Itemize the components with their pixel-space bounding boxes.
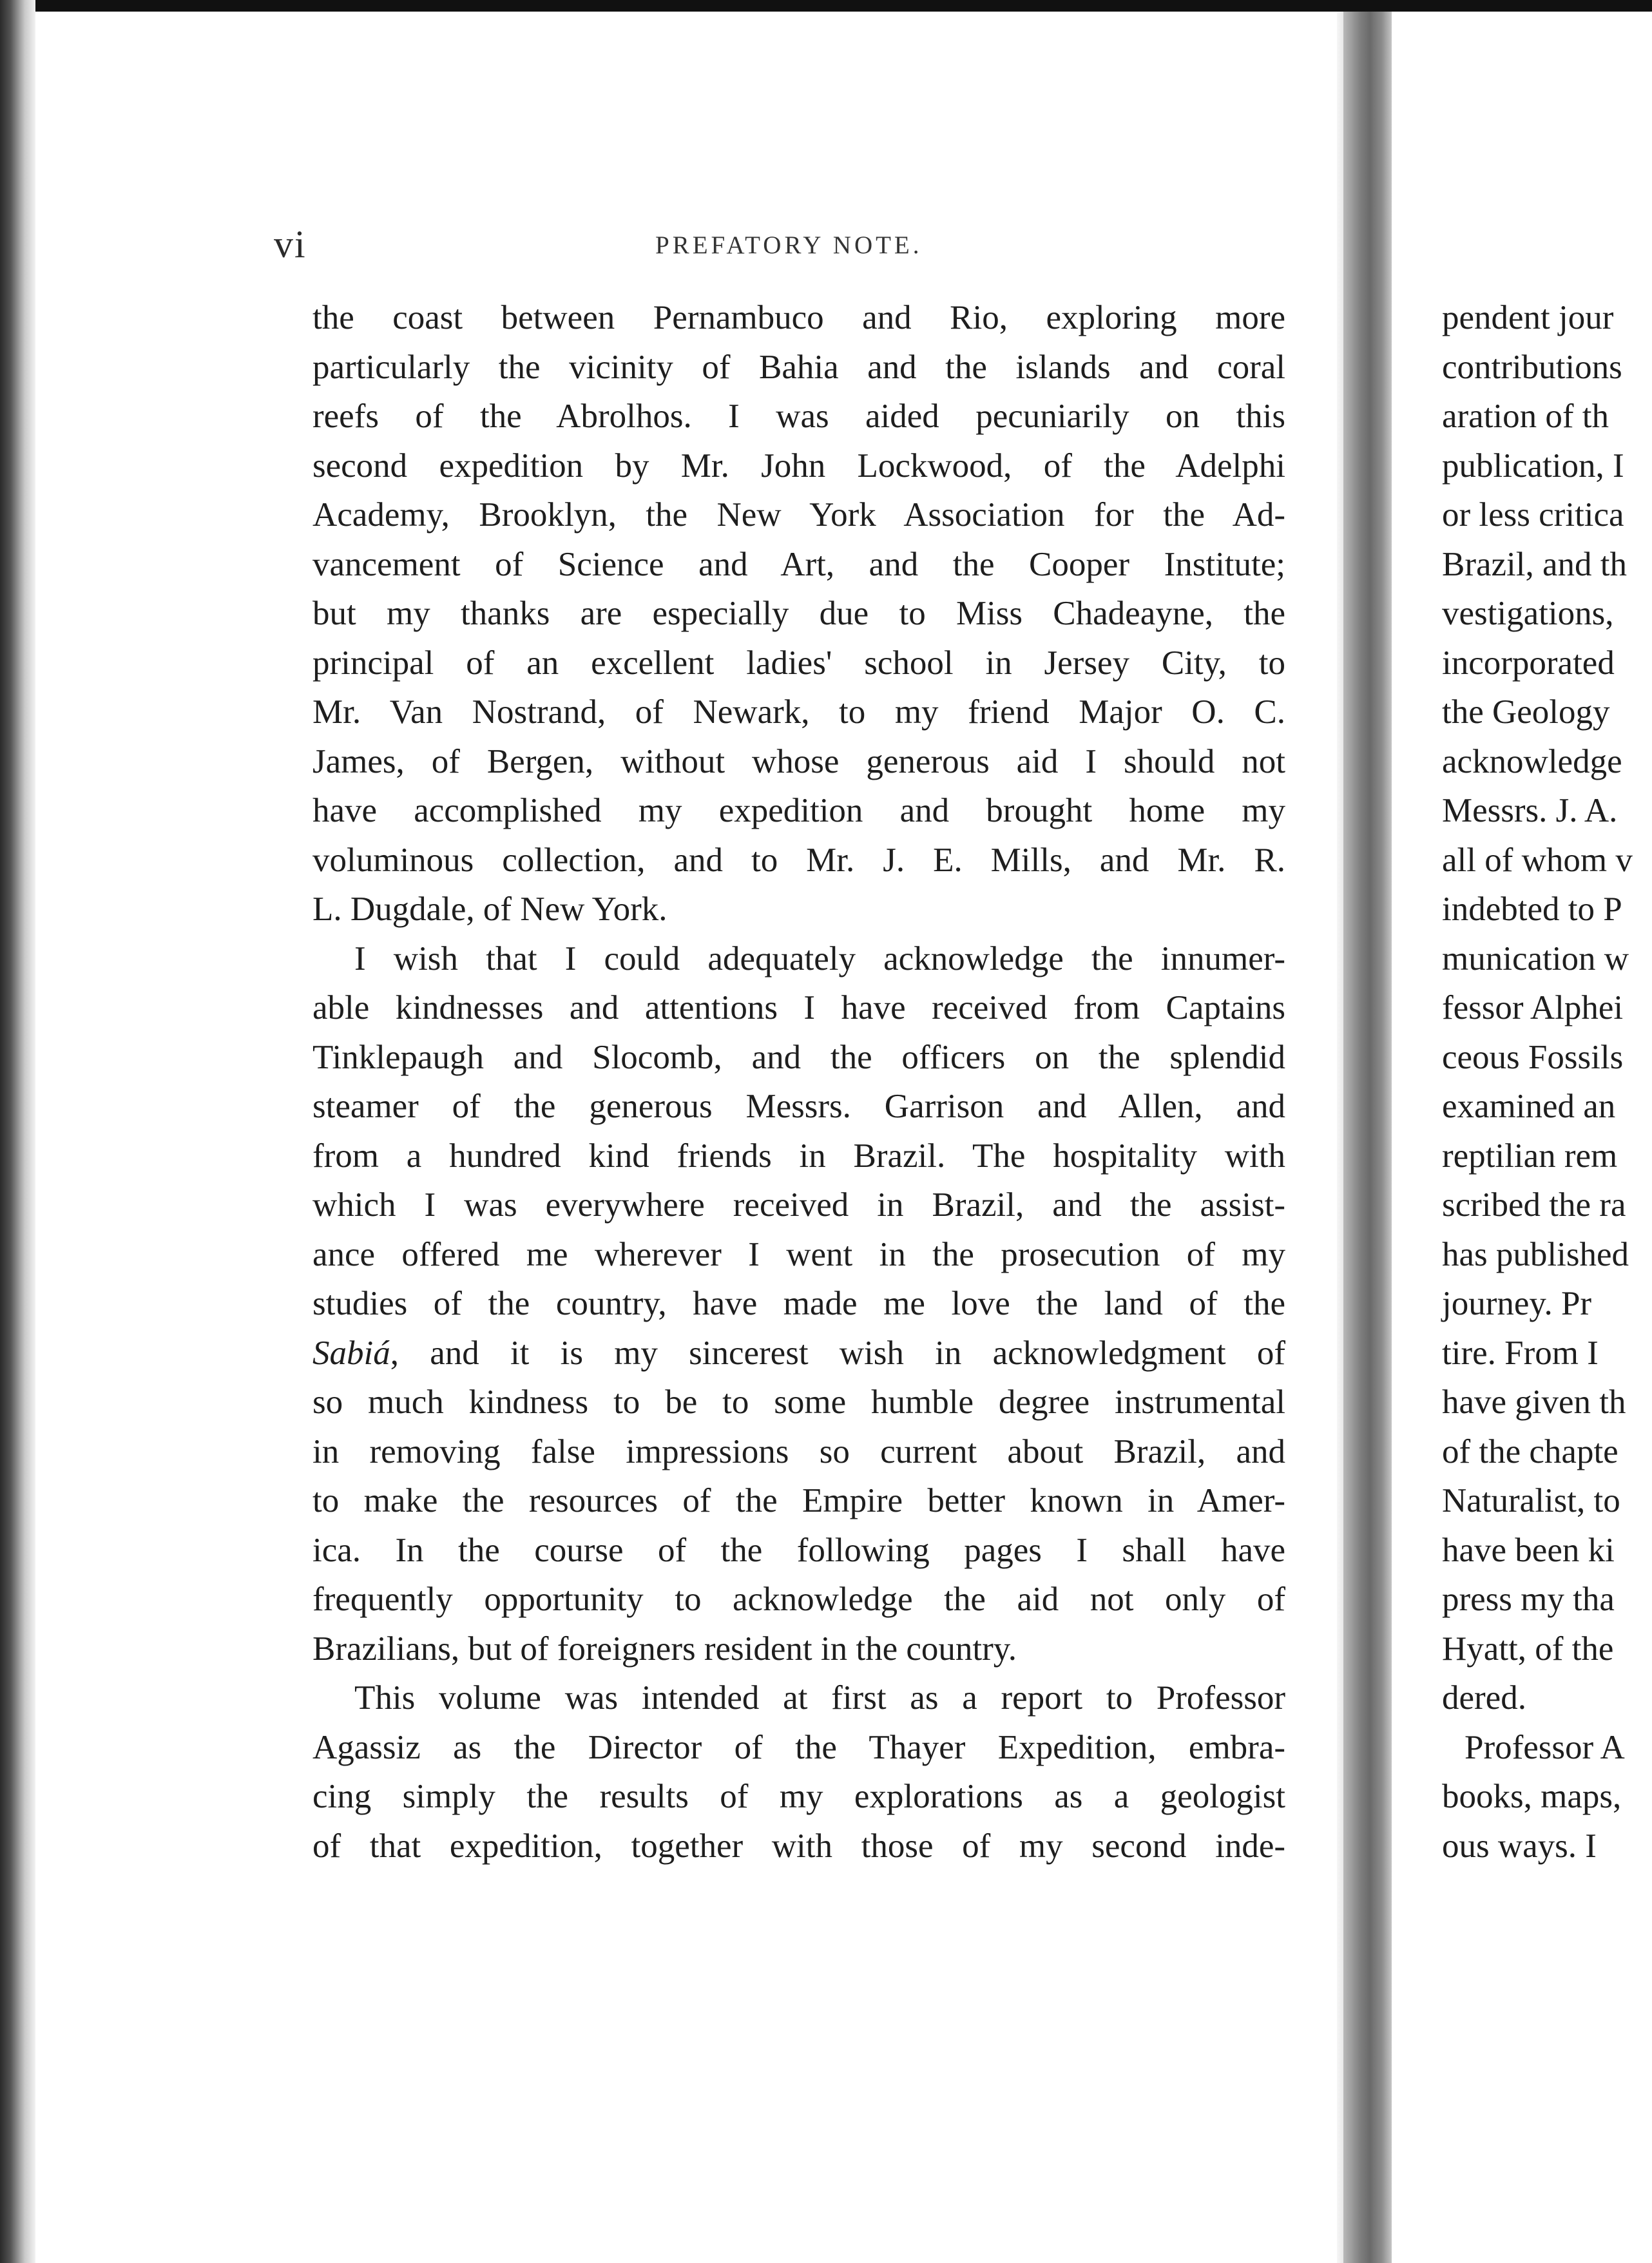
text-line: voluminous collection, and to Mr. J. E. Mills, and Mr. R. (312, 841, 1285, 879)
text-line: the Geology (1442, 693, 1610, 731)
text-fragment: , and it is my sincerest wish in acknowledgment of (390, 1334, 1285, 1372)
running-head: PREFATORY NOTE. (655, 231, 923, 259)
text-line: ceous Fossils (1442, 1038, 1624, 1076)
text-line: pendent jour (1442, 299, 1614, 336)
text-line: tire. From I (1442, 1334, 1599, 1372)
text-line: books, maps, (1442, 1778, 1622, 1815)
scan-top-edge (0, 0, 1652, 12)
text-line: Academy, Brooklyn, the New York Association for the Ad- (312, 496, 1285, 534)
text-line: Messrs. J. A. (1442, 792, 1618, 829)
text-line: fessor Alphei (1442, 989, 1624, 1026)
text-line: This volume was intended at first as a report to Professor (354, 1679, 1285, 1717)
text-line: to make the resources of the Empire better known in Amer- (312, 1482, 1285, 1519)
text-line: Brazilians, but of foreigners resident in the country. (312, 1630, 1017, 1668)
text-line: contributions (1442, 348, 1622, 386)
book-gutter-fold (1343, 12, 1392, 2263)
text-line: journey. Pr (1442, 1285, 1592, 1322)
text-line: Professor A (1465, 1728, 1625, 1766)
text-line: or less critica (1442, 496, 1624, 534)
text-line: Agassiz as the Director of the Thayer Expedition, embra- (312, 1728, 1285, 1766)
text-line: so much kindness to be to some humble degree instrumental (312, 1383, 1285, 1421)
text-line: vancement of Science and Art, and the Cooper Institute; (312, 545, 1285, 583)
text-line: in removing false impressions so current about Brazil, and (312, 1432, 1285, 1470)
text-line: has published (1442, 1235, 1629, 1273)
text-line: reptilian rem (1442, 1137, 1618, 1175)
text-line: vestigations, (1442, 595, 1614, 632)
text-line: of that expedition, together with those of my second inde- (312, 1827, 1285, 1865)
text-line: which I was everywhere received in Brazil, and the assist- (312, 1186, 1285, 1224)
text-line: ance offered me wherever I went in the prosecution of my (312, 1235, 1285, 1273)
text-line: Brazil, and th (1442, 545, 1627, 583)
text-line: acknowledge (1442, 742, 1622, 780)
text-line: steamer of the generous Messrs. Garrison and Allen, and (312, 1088, 1285, 1125)
text-line: aration of th (1442, 398, 1609, 435)
scan-left-shadow (0, 0, 35, 2263)
page-number: vi (274, 223, 307, 265)
text-line: Mr. Van Nostrand, of Newark, to my friend Major O. C. (312, 693, 1285, 731)
text-line: James, of Bergen, without whose generous aid I should not (312, 742, 1285, 780)
text-line: press my tha (1442, 1581, 1615, 1618)
text-line: able kindnesses and attentions I have received from Captains (312, 989, 1285, 1026)
text-line: reefs of the Abrolhos. I was aided pecuniarily on this (312, 398, 1285, 435)
text-line: L. Dugdale, of New York. (312, 891, 668, 928)
text-line: particularly the vicinity of Bahia and the islands and coral (312, 348, 1285, 386)
text-line: have accomplished my expedition and brought home my (312, 792, 1285, 829)
text-line: incorporated (1442, 644, 1615, 682)
text-line: have given th (1442, 1383, 1626, 1421)
text-line: of the chapte (1442, 1432, 1618, 1470)
text-line: but my thanks are especially due to Miss Chadeayne, the (312, 595, 1285, 632)
text-line: publication, I (1442, 447, 1624, 485)
left-page-body (312, 293, 1285, 1871)
text-line: from a hundred kind friends in Brazil. The hospitality with (312, 1137, 1285, 1175)
text-line: munication w (1442, 939, 1629, 977)
text-line: indebted to P (1442, 891, 1622, 928)
text-line-with-italic (312, 1329, 1285, 1378)
text-line: the coast between Pernambuco and Rio, exploring more (312, 299, 1285, 336)
text-line: dered. (1442, 1679, 1526, 1717)
text-line: all of whom v (1442, 841, 1633, 879)
italic-word: Sabiá (312, 1334, 390, 1372)
text-line: cing simply the results of my explorations as a geologist (312, 1778, 1285, 1815)
text-line: studies of the country, have made me love the land of the (312, 1285, 1285, 1322)
text-line: I wish that I could adequately acknowledge the innumer- (354, 939, 1285, 977)
text-line: have been ki (1442, 1531, 1615, 1569)
text-line: scribed the ra (1442, 1186, 1626, 1224)
right-page-body (1442, 293, 1652, 1871)
text-line: principal of an excellent ladies' school in Jersey City, to (312, 644, 1285, 682)
text-line: ica. In the course of the following pages I shall have (312, 1531, 1285, 1569)
text-line: Naturalist, to (1442, 1482, 1620, 1519)
text-line: second expedition by Mr. John Lockwood, of the Adelphi (312, 447, 1285, 485)
text-line: Hyatt, of the (1442, 1630, 1614, 1668)
text-line: frequently opportunity to acknowledge the aid not only of (312, 1581, 1285, 1618)
left-page-edge (1337, 12, 1343, 2263)
text-line: ous ways. I (1442, 1827, 1597, 1865)
text-line: examined an (1442, 1088, 1616, 1125)
text-line: Tinklepaugh and Slocomb, and the officers on the splendid (312, 1038, 1285, 1076)
